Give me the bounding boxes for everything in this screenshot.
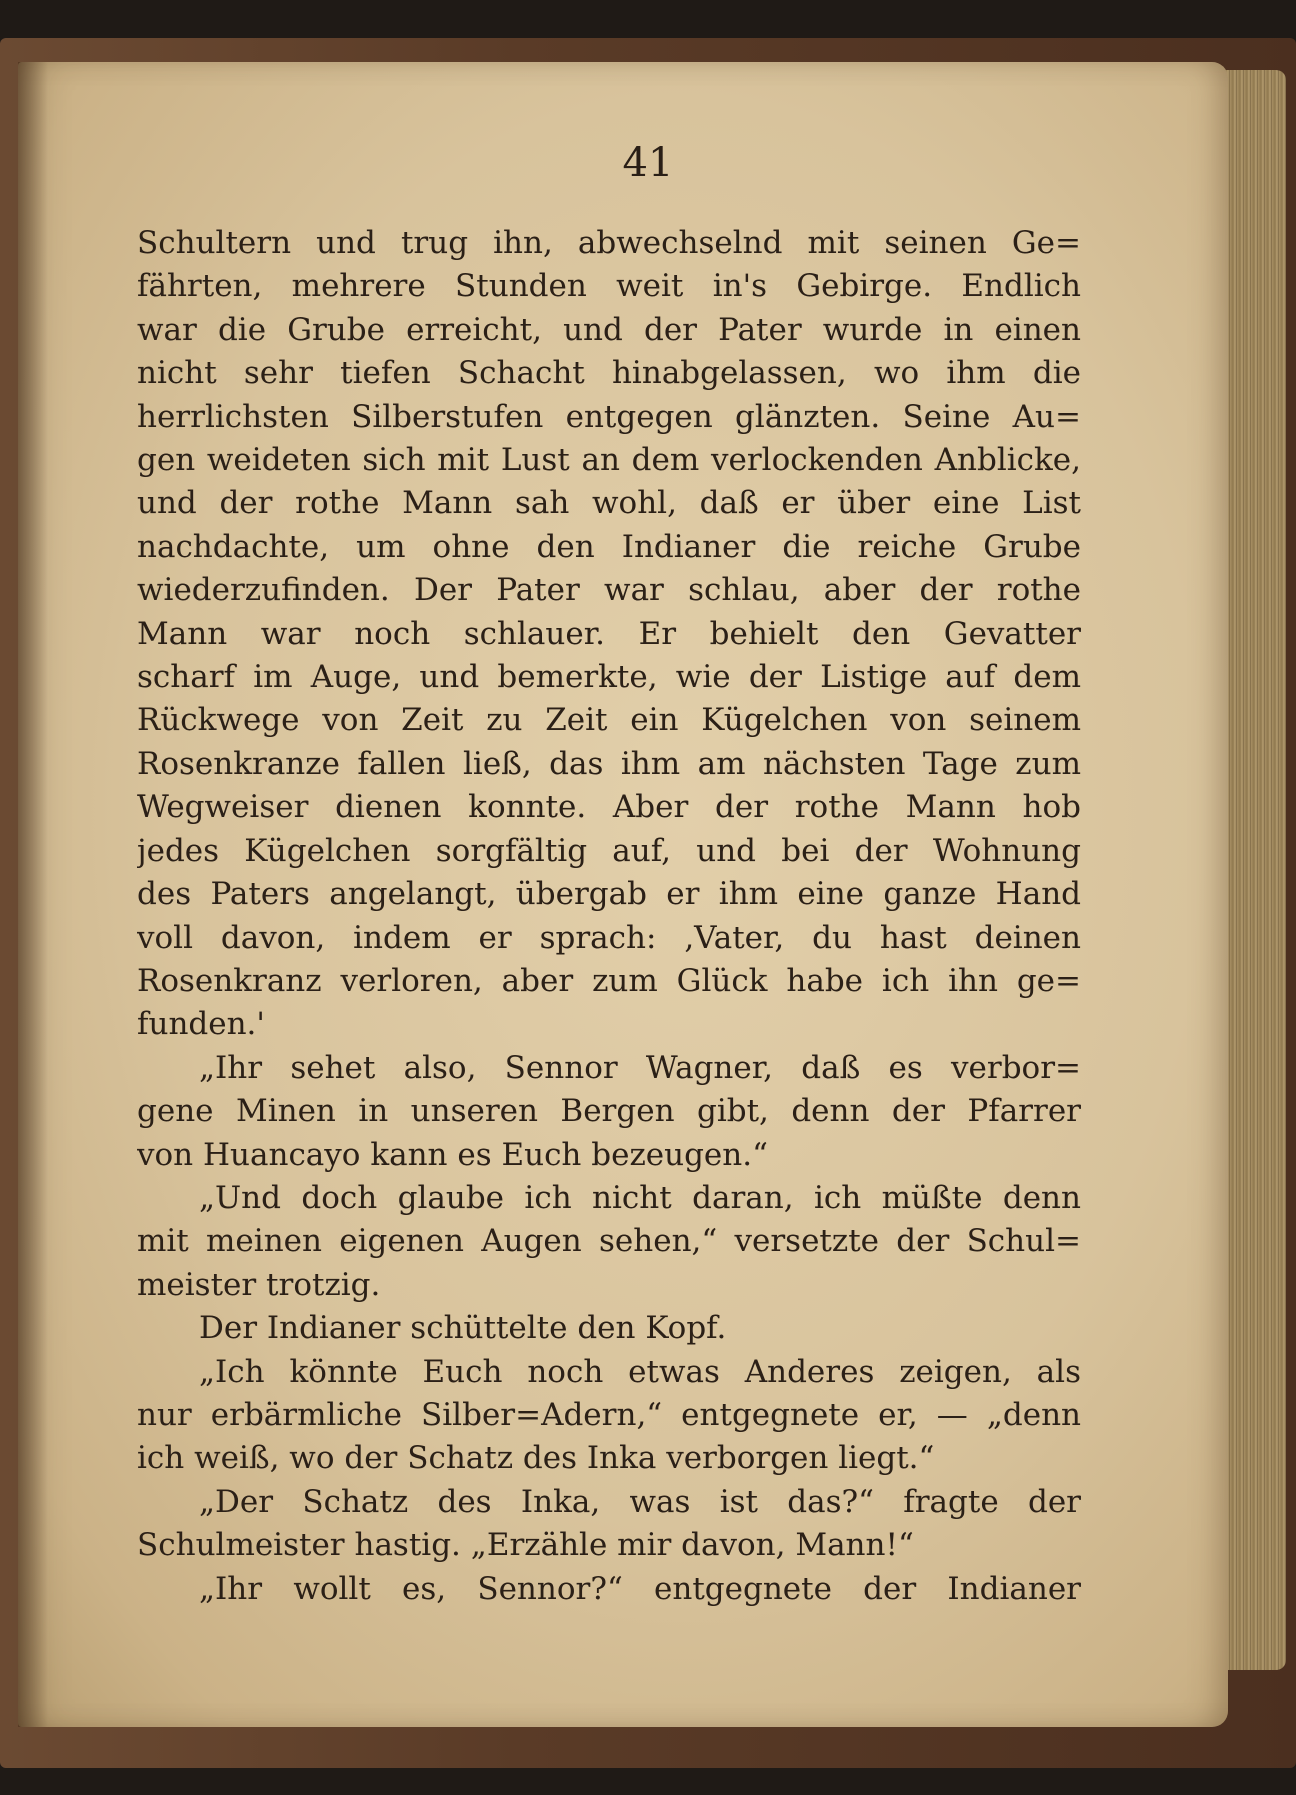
text-line: nur erbärmliche Silber=Adern,“ entgegnete er, — „denn [137,1396,1081,1433]
text-line: funden.' [137,1006,265,1043]
text-line: Schultern und trug ihn, abwechselnd mit seinen Ge= [137,225,1081,261]
text-line: jedes Kügelchen sorgfältig auf, und bei der Wohnung [137,832,1081,869]
text-line: Schulmeister hastig. „Erzähle mir davon, Mann!“ [137,1527,914,1564]
text-line: mit meinen eigenen Augen sehen,“ versetzte der Schul= [137,1223,1081,1260]
text-line: nachdachte, um ohne den Indianer die reiche Grube [137,528,1081,565]
text-line: fährten, mehrere Stunden weit in's Gebirge. Endlich [137,268,1081,305]
text-line: „Und doch glaube ich nicht daran, ich müßte denn [199,1179,1081,1216]
text-line: gen weideten sich mit Lust an dem verlockenden Anblicke, [137,442,1081,479]
text-line: Rosenkranz verloren, aber zum Glück habe ich ihn ge= [137,962,1081,999]
text-line: Rückwege von Zeit zu Zeit ein Kügelchen von seinem [137,702,1081,739]
body-text [137,222,1081,1611]
text-line: „Der Schatz des Inka, was ist das?“ fragte der [199,1483,1081,1520]
text-line: gene Minen in unseren Bergen gibt, denn der Pfarrer [137,1093,1081,1130]
text-line: von Huancayo kann es Euch bezeugen.“ [137,1136,768,1173]
text-line: war die Grube erreicht, und der Pater wurde in einen [137,311,1081,348]
text-line: Rosenkranze fallen ließ, das ihm am nächsten Tage zum [137,745,1081,782]
text-line: Wegweiser dienen konnte. Aber der rothe Mann hob [137,789,1081,826]
page-number: 41 [622,140,674,186]
text-line: wiederzufinden. Der Pater war schlau, aber der rothe [137,572,1081,609]
text-line: voll davon, indem er sprach: ,Vater, du hast deinen [137,919,1081,956]
page-gutter-shadow [18,62,48,1727]
text-line: ich weiß, wo der Schatz des Inka verborgen liegt.“ [137,1440,935,1477]
text-line: „Ich könnte Euch noch etwas Anderes zeigen, als [199,1353,1081,1390]
text-line: Der Indianer schüttelte den Kopf. [199,1310,727,1347]
text-line: des Paters angelangt, übergab er ihm eine ganze Hand [137,876,1081,913]
text-line: „Ihr sehet also, Sennor Wagner, daß es verbor= [199,1049,1081,1086]
text-line: herrlichsten Silberstufen entgegen glänzten. Seine Au= [137,398,1081,435]
text-line: Mann war noch schlauer. Er behielt den Gevatter [137,615,1081,652]
text-line: „Ihr wollt es, Sennor?“ entgegnete der Indianer [199,1570,1081,1607]
text-line: und der rothe Mann sah wohl, daß er über eine List [137,485,1081,522]
text-line: nicht sehr tiefen Schacht hinabgelassen, wo ihm die [137,355,1081,392]
text-line: meister trotzig. [137,1266,381,1303]
text-line: scharf im Auge, und bemerkte, wie der Listige auf dem [137,659,1081,696]
